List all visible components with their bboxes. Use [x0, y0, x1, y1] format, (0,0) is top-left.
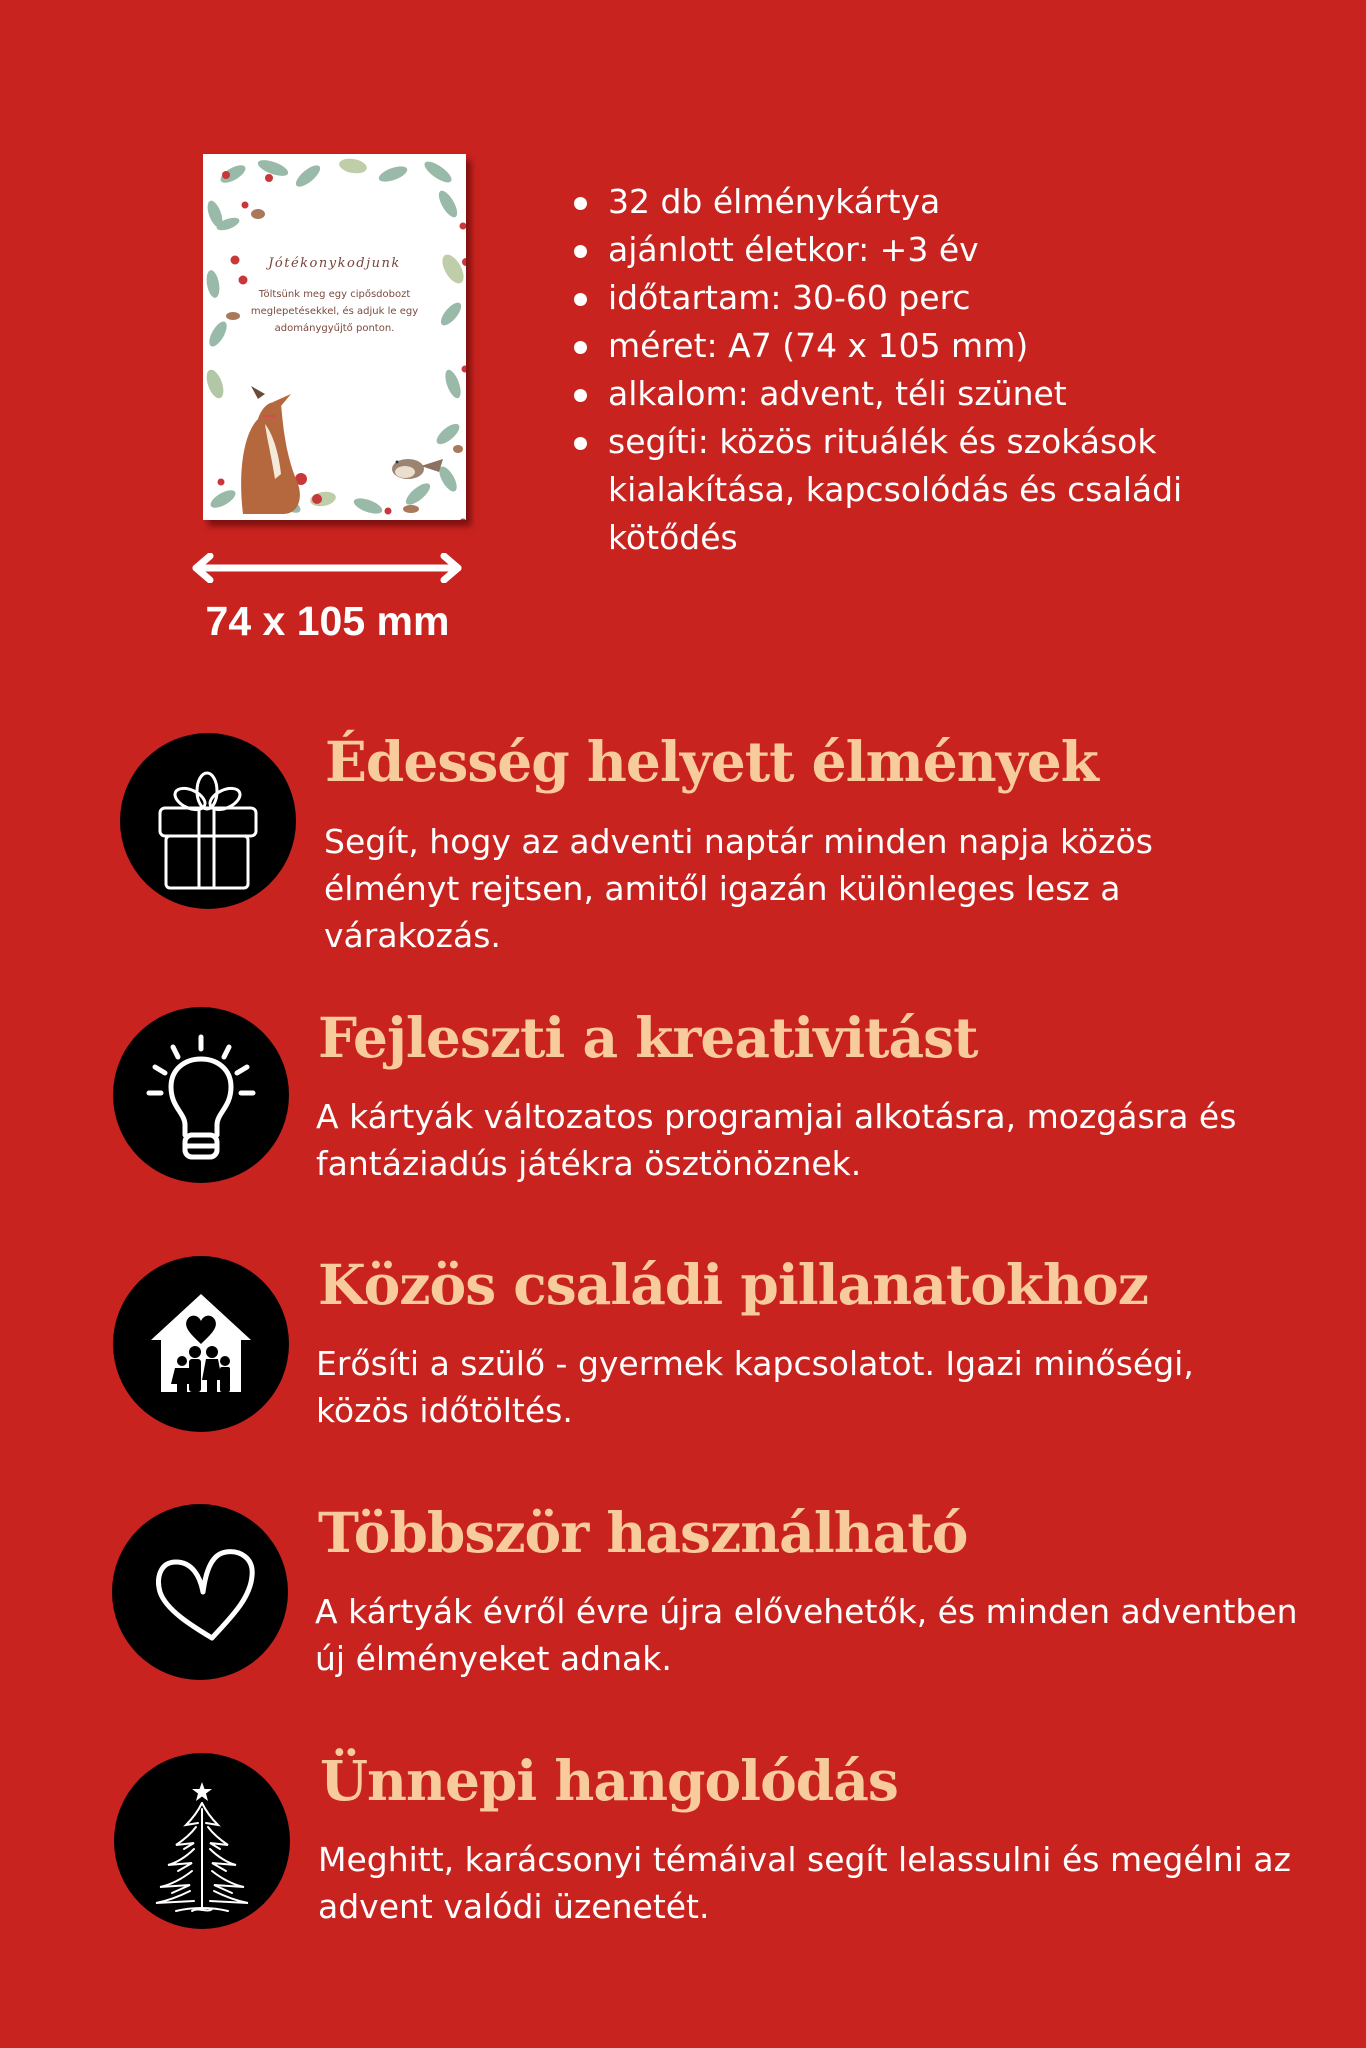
bullet-icon: [574, 197, 587, 210]
spec-item: 32 db élménykártya: [572, 178, 1312, 226]
lightbulb-icon: [113, 1007, 289, 1183]
feature-title: Ünnepi hangolódás: [320, 1748, 898, 1813]
spec-item: alkalom: advent, téli szünet: [572, 370, 1312, 418]
bullet-icon: [574, 389, 587, 402]
bird-illustration: [392, 459, 443, 479]
dimension-label: 74 x 105 mm: [205, 598, 450, 644]
family-house-icon: [113, 1256, 289, 1432]
feature-title: Fejleszti a kreativitást: [318, 1005, 978, 1070]
fox-illustration: [241, 386, 300, 514]
feature-title: Többször használható: [318, 1500, 968, 1565]
feature-text: A kártyák változatos programjai alkotásra, mozgásra és fantáziadús játékra ösztönöznek.: [316, 1097, 1237, 1183]
feature-title: Édesség helyett élmények: [325, 729, 1098, 794]
bullet-icon: [574, 245, 587, 258]
spec-item: időtartam: 30-60 perc: [572, 274, 1312, 322]
feature-text: Erősíti a szülő - gyermek kapcsolatot. Igazi minőségi, közös időtöltés.: [316, 1344, 1194, 1430]
feature-text: Meghitt, karácsonyi témáival segít lelassulni és megélni az advent valódi üzenetét.: [318, 1840, 1291, 1926]
product-card-image: [203, 154, 466, 520]
floral-border-illustration: [203, 154, 466, 520]
feature-title: Közös családi pillanatokhoz: [318, 1252, 1148, 1317]
card-text: Töltsünk meg egy cipősdobozt meglepetésekkel, és adjuk le egy adománygyűjtő ponton.: [250, 289, 419, 334]
feature-text: Segít, hogy az adventi naptár minden napja közös élményt rejtsen, amitől igazán különleges lesz a várakozás.: [324, 822, 1153, 955]
double-arrow-horizontal-icon: [188, 553, 468, 583]
spec-item: méret: A7 (74 x 105 mm): [572, 322, 1312, 370]
spec-item: segíti: közös rituálék és szokások kialakítása, kapcsolódás és családi kötődés: [572, 418, 1308, 562]
feature-text: A kártyák évről évre újra elővehetők, és minden adventben új élményeket adnak.: [315, 1592, 1298, 1678]
christmas-tree-icon: [114, 1753, 290, 1929]
bullet-icon: [574, 341, 587, 354]
bullet-icon: [574, 293, 587, 306]
card-title: Jótékonykodjunk: [268, 256, 401, 271]
specs-list: [572, 178, 1312, 562]
gift-icon: [120, 733, 296, 909]
spec-item: ajánlott életkor: +3 év: [572, 226, 1312, 274]
bullet-icon: [574, 437, 587, 450]
heart-icon: [112, 1504, 288, 1680]
